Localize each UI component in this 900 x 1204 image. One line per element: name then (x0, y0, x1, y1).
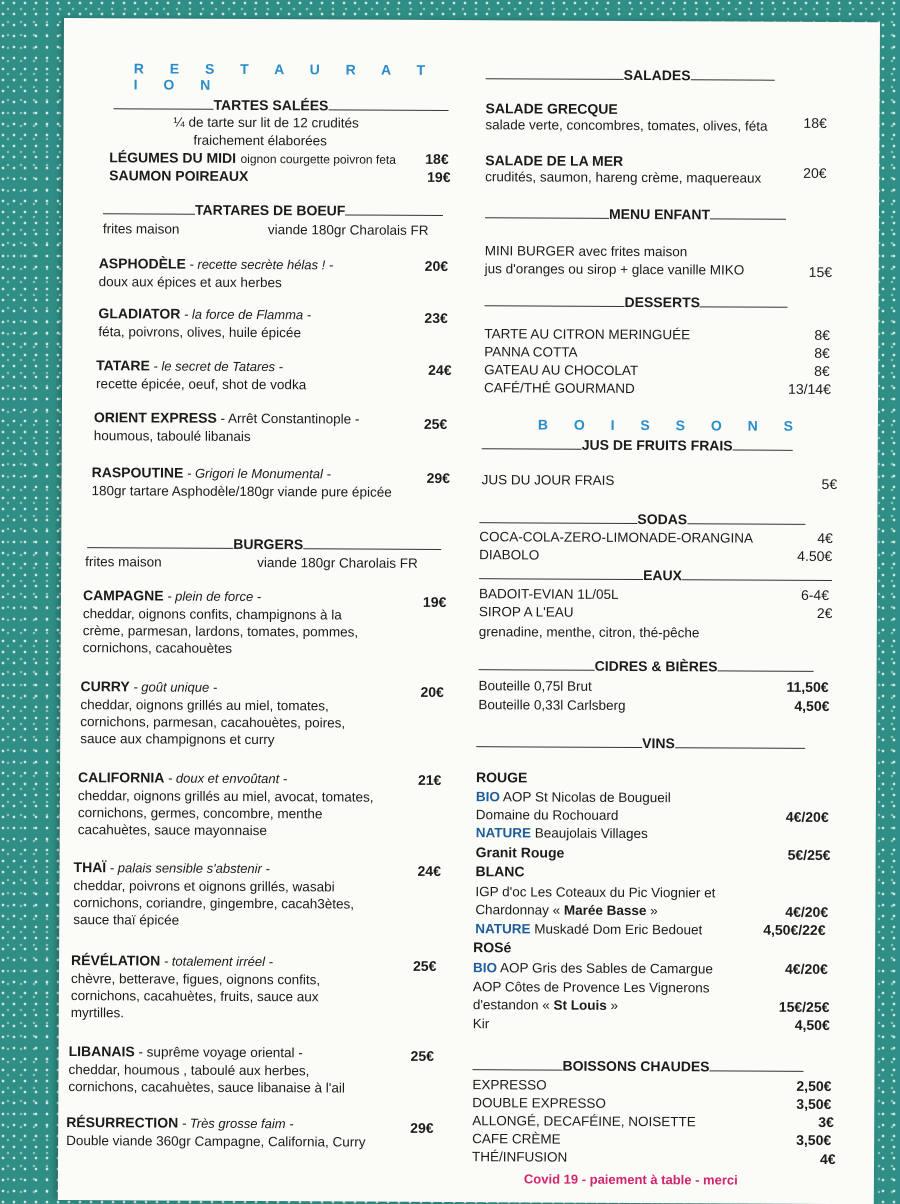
section-title: TARTES SALÉES (213, 96, 329, 114)
rule (682, 578, 832, 581)
section-title: CIDRES & BIÈRES (594, 657, 718, 675)
tartares-sub-right: viande 180gr Charolais FR (267, 222, 429, 238)
covid-notice: Covid 19 - paiement à table - merci (523, 1171, 738, 1188)
vin-rouge-2 (476, 824, 648, 842)
vin-name: AOP Gris des Sables de Camargue (497, 960, 713, 977)
section-title: JUS DE FRUITS FRAIS (581, 436, 733, 454)
vin-rose-2a: AOP Côtes de Provence Les Vignerons (472, 979, 710, 996)
item-tagline: - Très grosse faim - (178, 1115, 294, 1132)
rule (87, 546, 233, 549)
item-desc-3: cornichons, cacahouètes (82, 640, 233, 656)
menu-item-orient-express (94, 409, 360, 445)
tartes-subtitle-1: ¼ de tarte sur lit de 12 crudités (173, 114, 359, 131)
enfant-line-2: jus d'oranges ou sirop + glace vanille MIKO (484, 261, 745, 278)
vin-kir: Kir (472, 1016, 490, 1032)
nature-label: NATURE (475, 825, 532, 841)
item-price: 5€/25€ (787, 846, 831, 864)
item-desc-2: crème, parmesan, lardons, tomates, pommes, (82, 623, 359, 640)
item-price: 19€ (427, 168, 451, 186)
chaude-item: ALLONGÉ, DECAFÉINE, NOISETTE (472, 1113, 696, 1130)
item-price: 3€ (818, 1113, 834, 1131)
cidre-item: Bouteille 0,75l Brut (478, 678, 592, 694)
dessert-item: GATEAU AU CHOCOLAT (484, 362, 639, 379)
item-tagline: - doux et envoûtant - (164, 770, 288, 787)
item-tagline: - suprême voyage oriental - (134, 1044, 303, 1061)
item-desc-3: sauce thaï épicée (73, 912, 180, 928)
item-name: CALIFORNIA (77, 769, 165, 786)
boissons-heading: B O I S S O N S (537, 416, 805, 434)
vin-text: » (646, 903, 658, 919)
item-tagline: - totalement irréel - (160, 953, 274, 970)
item-desc: salade verte, concombres, tomates, olives, féta (485, 117, 768, 134)
section-tartares (103, 201, 443, 219)
section-cidres (479, 657, 814, 675)
item-desc: féta, poivrons, olives, huile épicée (98, 324, 302, 341)
item-name: RÉSURRECTION (66, 1114, 179, 1131)
vin-rose-2b (473, 996, 618, 1014)
item-price: 4€ (817, 529, 833, 547)
rule (710, 1069, 804, 1071)
item-price: 18€ (803, 114, 827, 131)
item-desc-3: cacahuètes, sauce mayonnaise (77, 822, 267, 839)
item-price: 2,50€ (796, 1077, 832, 1095)
item-name: SALADE DE LA MER (485, 152, 624, 169)
item-name: LÉGUMES DU MIDI (109, 149, 237, 166)
vin-name: Muskadé Dom Eric Bedouet (530, 921, 703, 938)
vin-cuvee: St Louis (553, 997, 607, 1013)
section-title: SALADES (623, 66, 691, 84)
item-tagline: - Arrêt Constantinople - (216, 410, 360, 427)
item-desc: oignon courgette poivron feta (240, 151, 396, 167)
chaude-item: CAFE CRÈME (472, 1131, 561, 1147)
menu-item-california (78, 769, 374, 840)
vin-name: Beaujolais Villages (530, 825, 648, 842)
section-desserts (484, 293, 788, 311)
item-desc-2: cornichons, coriandre, gingembre, cacah3ètes, (73, 895, 355, 912)
item-price: 15€/25€ (778, 998, 830, 1016)
dessert-item: PANNA COTTA (484, 344, 578, 360)
item-price: 24€ (417, 862, 441, 879)
item-name: CURRY (80, 678, 130, 695)
vin-text: » (606, 997, 619, 1013)
section-title: DESSERTS (624, 293, 701, 311)
menu-item-campagne (83, 587, 359, 657)
item-tagline: - la force de Flamma - (180, 306, 312, 323)
rule (345, 213, 443, 216)
jus-item: JUS DU JOUR FRAIS (481, 472, 615, 488)
item-price: 4,50€ (794, 1016, 830, 1034)
rule (482, 447, 582, 450)
rule (691, 78, 775, 80)
dessert-item: CAFÉ/THÉ GOURMAND (484, 380, 635, 396)
cidre-item: Bouteille 0,33l Carlsberg (478, 697, 626, 713)
left-column (64, 18, 464, 1150)
rule (476, 745, 642, 748)
item-price: 4,50€ (794, 697, 830, 715)
section-boissons-chaudes (472, 1057, 803, 1075)
rule (675, 746, 805, 749)
item-tagline: - le secret de Tatares - (149, 358, 284, 375)
vin-blanc-2 (475, 920, 702, 938)
menu-item-raspoutine (91, 464, 391, 501)
bio-label: BIO (475, 789, 500, 805)
item-desc-1: cheddar, oignons confits, champignons à la (82, 606, 342, 623)
rule (479, 668, 595, 671)
menu-item-gladiator (98, 305, 311, 341)
item-price: 3,50€ (796, 1095, 832, 1113)
item-price: 25€ (413, 957, 437, 974)
item-name: CAMPAGNE (82, 587, 164, 604)
eaux-item: SIROP A L'EAU (478, 604, 574, 620)
item-price: 8€ (814, 326, 830, 344)
item-name: GLADIATOR (98, 305, 181, 322)
item-desc-2: cornichons, germes, concombre, menthe (77, 805, 323, 822)
item-price: 8€ (814, 344, 830, 362)
vins-rose-heading: ROSé (473, 939, 512, 956)
section-title: BOISSONS CHAUDES (562, 1057, 710, 1075)
item-price: 4€/20€ (785, 808, 829, 826)
chaude-item: EXPRESSO (472, 1077, 547, 1093)
burgers-sub-left: frites maison (85, 554, 162, 570)
rule (103, 212, 195, 214)
section-menu-enfant (485, 205, 786, 223)
item-desc-1: cheddar, houmous , taboulé aux herbes, (68, 1062, 310, 1079)
item-tagline: - palais sensible s'abstenir - (106, 860, 270, 877)
item-desc: 180gr tartare Asphodèle/180gr viande pure épicée (91, 483, 392, 500)
item-desc: recette épicée, oeuf, shot de vodka (96, 376, 307, 393)
rule (479, 521, 637, 524)
vin-rouge-3: Granit Rouge (475, 844, 565, 861)
vin-blanc-1b (475, 901, 657, 919)
item-price: 2€ (816, 604, 833, 622)
item-price: 20€ (424, 257, 449, 275)
restauration-heading: R E S T A U R A T I O N (133, 60, 437, 93)
item-price: 21€ (417, 771, 442, 788)
menu-item-libanais (68, 1043, 345, 1096)
menu-item-tatare (96, 357, 306, 393)
item-price: 5€ (821, 475, 838, 493)
item-price: 4€/20€ (784, 960, 828, 978)
nature-label: NATURE (475, 921, 531, 937)
menu-item-salade-grecque (485, 100, 767, 134)
tartes-subtitle-2: fraichement élaborées (193, 132, 327, 149)
item-price: 19€ (422, 593, 447, 611)
item-price: 20€ (803, 164, 827, 181)
vin-rose-1 (473, 959, 713, 977)
rule (472, 1068, 562, 1070)
vins-rouge-heading: ROUGE (475, 769, 528, 786)
section-tartes-salees (114, 96, 449, 114)
item-desc-1: cheddar, poivrons et oignons grillés, wasabi (73, 878, 335, 895)
item-price: 29€ (410, 1119, 434, 1136)
vin-blanc-1a: IGP d'oc Les Coteaux du Pic Viognier et (475, 884, 716, 901)
item-desc: crudités, saumon, hareng crème, maquereaux (485, 169, 762, 186)
rule (718, 669, 814, 672)
item-desc-1: cheddar, oignons grillés au miel, tomates, (80, 697, 329, 714)
rule (484, 304, 624, 307)
section-jus (482, 436, 793, 454)
vin-text: Chardonnay « (475, 902, 564, 918)
item-desc-2: cornichons, cacahuètes, fruits, sauce aux (70, 988, 319, 1005)
chaude-item: THÉ/INFUSION (472, 1149, 568, 1165)
section-title: BURGERS (233, 535, 304, 553)
item-name: RASPOUTINE (91, 464, 184, 481)
item-name: TATARE (96, 357, 150, 374)
soda-item: COCA-COLA-ZERO-LIMONADE-ORANGINA (479, 529, 754, 546)
rule (710, 217, 786, 219)
item-price: 25€ (423, 415, 448, 433)
item-name: RÉVÉLATION (71, 952, 161, 969)
item-desc-1: cheddar, oignons grillés au miel, avocat, tomates, (77, 788, 374, 805)
item-price: 8€ (814, 362, 830, 380)
rule (687, 522, 805, 525)
menu-sheet (58, 18, 880, 1204)
rule (733, 449, 793, 451)
enfant-line-1: MINI BURGER avec frites maison (484, 243, 688, 260)
item-price: 4.50€ (797, 547, 833, 565)
rule (303, 547, 441, 550)
section-title: MENU ENFANT (608, 205, 711, 223)
rule (479, 577, 643, 580)
section-vins (476, 734, 805, 752)
item-tagline: - plein de force - (163, 588, 262, 605)
item-price: 18€ (425, 150, 449, 168)
vin-name: AOP St Nicolas de Bougueil (499, 789, 671, 806)
item-desc-3: myrtilles. (70, 1005, 125, 1021)
item-desc-2: cornichons, parmesan, cacahouètes, poires, (80, 714, 346, 731)
item-tagline: - goût unique - (129, 679, 218, 695)
menu-item-curry (80, 678, 345, 748)
rule (485, 216, 609, 219)
item-desc-2: cornichons, cacahuètes, sauce libanaise à l'ail (68, 1079, 345, 1096)
menu-item-salade-mer (485, 152, 761, 186)
item-name: ORIENT EXPRESS (93, 409, 217, 426)
item-price: 29€ (426, 469, 450, 487)
item-price: 23€ (424, 309, 448, 327)
item-price: 4€/20€ (785, 903, 829, 921)
section-title: TARTARES DE BOEUF (194, 201, 346, 219)
rule (486, 77, 624, 80)
vin-rouge-1 (476, 788, 671, 806)
eaux-item: BADOIT-EVIAN 1L/05L (478, 586, 619, 602)
rule (114, 107, 214, 110)
right-column (472, 20, 874, 1188)
section-eaux (479, 566, 832, 584)
item-desc-1: chèvre, betterave, figues, oignons confits, (70, 971, 321, 988)
item-price: 11,50€ (786, 678, 829, 696)
section-sodas (479, 510, 805, 528)
item-price: 15€ (808, 263, 833, 281)
item-tagline: - Grigori le Monumental - (183, 465, 331, 482)
item-price: 13/14€ (788, 380, 831, 398)
section-title: EAUX (643, 567, 683, 584)
section-title: VINS (642, 735, 675, 752)
item-name: THAÏ (73, 859, 107, 876)
item-name: ASPHODÈLE (98, 255, 186, 272)
chaude-item: DOUBLE EXPRESSO (472, 1095, 606, 1111)
section-title: SODAS (637, 511, 688, 528)
item-desc: houmous, taboulé libanais (93, 428, 251, 444)
item-price: 4€ (819, 1150, 836, 1168)
item-price: 6-4€ (800, 586, 830, 604)
menu-item-legumes (109, 149, 396, 169)
item-price: 24€ (428, 361, 452, 379)
section-burgers (87, 535, 441, 553)
vin-text: d'estandon « (472, 997, 554, 1013)
menu-item-revelation (71, 952, 321, 1022)
vins-blanc-heading: BLANC (475, 863, 525, 880)
dessert-item: TARTE AU CITRON MERINGUÉE (484, 326, 691, 343)
rule (328, 108, 448, 111)
vin-cuvee: Marée Basse (563, 902, 647, 919)
item-desc-1: Double viande 360gr Campagne, California, Curry (66, 1133, 366, 1150)
item-desc-3: sauce aux champignons et curry (80, 731, 275, 748)
item-name: SALADE GRECQUE (485, 100, 618, 117)
bio-label: BIO (472, 960, 498, 976)
eaux-note: grenadine, menthe, citron, thé-pêche (478, 624, 700, 641)
burgers-sub-right: viande 180gr Charolais FR (257, 555, 418, 571)
item-price: 3,50€ (796, 1131, 832, 1149)
menu-item-thai (73, 859, 354, 929)
item-price: 20€ (420, 683, 444, 700)
tartares-sub-left: frites maison (102, 221, 180, 237)
section-salades (486, 66, 775, 84)
menu-item-resurrection (66, 1114, 366, 1151)
rule (700, 305, 788, 307)
soda-item: DIABOLO (479, 547, 540, 563)
item-tagline: - recette secrète hélas ! - (185, 256, 334, 273)
vin-rouge-1-domaine: Domaine du Rochouard (475, 807, 619, 823)
item-price: 25€ (410, 1047, 434, 1064)
item-price: 4,50€/22€ (763, 921, 826, 938)
menu-item-saumon: SAUMON POIREAUX (109, 167, 249, 184)
item-name: LIBANAIS (68, 1043, 135, 1060)
item-desc: doux aux épices et aux herbes (98, 274, 282, 291)
menu-item-asphodele (99, 255, 334, 291)
